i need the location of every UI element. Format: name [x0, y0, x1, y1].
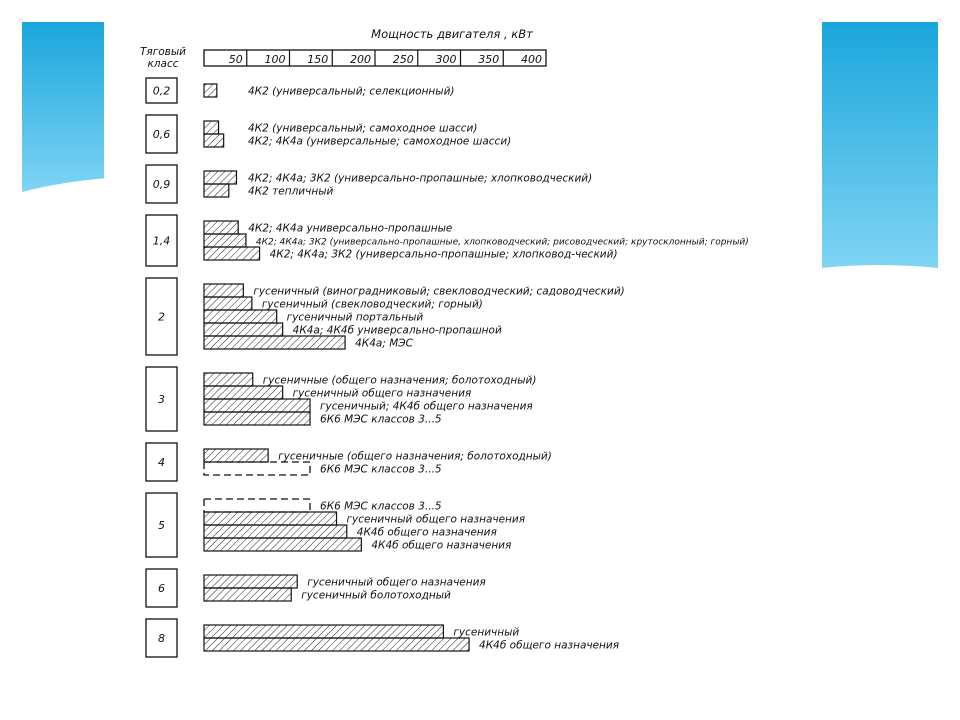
class-header-line1: Тяговый — [140, 46, 186, 58]
bar-label: гусеничные (общего назначения; болотоходный) — [262, 374, 537, 387]
power-bar — [204, 247, 260, 260]
bar-label: 4К4а; МЭС — [355, 337, 413, 350]
class-label: 1,4 — [152, 234, 171, 248]
class-label: 0,6 — [152, 128, 171, 141]
x-tick-label: 300 — [435, 53, 457, 66]
bar-label: 4К2; 4К4а; 3К2 (универсально-пропашные; хлопководческий) — [248, 172, 593, 185]
power-bar — [204, 297, 252, 310]
class-label: 6 — [158, 582, 165, 595]
power-bar — [204, 336, 345, 349]
bar-label: 4К2; 4К4а; 3К2 (универсально-пропашные; хлопковод-ческий) — [269, 248, 618, 261]
bar-label: 4К2; 4К4а (универсальные; самоходное шасси) — [248, 135, 512, 148]
power-bar — [204, 625, 443, 638]
bar-label: гусеничный — [453, 626, 520, 639]
x-tick-label: 200 — [350, 53, 371, 66]
power-bar — [204, 121, 219, 134]
traction-class-group — [146, 165, 592, 203]
bar-label: 6К6 МЭС классов 3...5 — [320, 413, 442, 426]
class-label: 3 — [158, 393, 165, 406]
bar-label: гусеничный общего назначения — [292, 387, 472, 400]
power-bar — [204, 221, 238, 234]
power-bar — [204, 449, 268, 462]
power-bar — [204, 538, 361, 551]
chart-title: Мощность двигателя , кВт — [371, 27, 533, 41]
class-label: 8 — [158, 632, 165, 645]
power-bar-dashed — [204, 499, 310, 512]
class-label: 2 — [158, 310, 165, 324]
power-bar — [204, 310, 277, 323]
power-bar — [204, 399, 310, 412]
power-bar — [204, 234, 246, 247]
bar-label: гусеничный (виноградниковый; свекловодческий; садоводческий) — [253, 285, 625, 298]
traction-class-group — [146, 78, 455, 103]
bar-label: 4К4а; 4К4б универсально-пропашной — [292, 324, 502, 337]
x-tick-label: 100 — [264, 53, 286, 66]
power-bar — [204, 284, 243, 297]
power-bar — [204, 386, 283, 399]
bar-label: 4К2 (универсальный; селекционный) — [248, 85, 455, 98]
class-label: 5 — [158, 519, 165, 532]
power-bar-dashed — [204, 462, 310, 475]
bar-label: 4К2 (универсальный; самоходное шасси) — [248, 122, 478, 135]
class-label: 4 — [158, 456, 165, 469]
traction-class-group — [146, 215, 749, 266]
traction-class-group — [146, 619, 619, 657]
traction-class-group — [146, 569, 486, 607]
x-tick-label: 150 — [307, 53, 329, 66]
power-bar — [204, 323, 283, 336]
class-header-line2: класс — [147, 58, 179, 70]
traction-class-group — [146, 367, 536, 431]
x-tick-label: 250 — [392, 53, 414, 66]
bar-label: 4К4б общего назначения — [371, 539, 512, 552]
bar-label: гусеничный; 4К4б общего назначения — [320, 400, 533, 413]
power-bar — [204, 373, 253, 386]
bar-label: гусеничный общего назначения — [346, 513, 526, 526]
power-bar — [204, 412, 310, 425]
x-tick-label: 50 — [228, 53, 243, 66]
x-tick-label: 350 — [478, 53, 500, 66]
traction-class-group — [146, 493, 525, 557]
traction-class-group — [146, 278, 625, 355]
power-bar — [204, 512, 337, 525]
bar-label: гусеничный болотоходный — [301, 589, 451, 602]
bar-label: гусеничные (общего назначения; болотоходный) — [278, 450, 552, 463]
bar-label: гусеничный (свекловодческий; горный) — [261, 298, 483, 311]
power-bar — [204, 588, 291, 601]
x-tick-label: 400 — [521, 53, 542, 66]
power-bar — [204, 84, 217, 97]
bar-label: гусеничный портальный — [286, 311, 424, 324]
bar-label: 4К2; 4К4а универсально-пропашные — [248, 222, 453, 235]
power-bar — [204, 134, 224, 147]
traction-class-group — [146, 443, 552, 481]
class-label: 0,9 — [152, 178, 171, 191]
traction-class-group — [146, 115, 511, 153]
bar-label: 6К6 МЭС классов 3...5 — [320, 500, 442, 513]
power-bar — [204, 638, 469, 651]
power-bar — [204, 184, 229, 197]
bar-label: 4К4б общего назначения — [479, 639, 620, 652]
bar-label: 6К6 МЭС классов 3...5 — [320, 463, 442, 476]
power-bar — [204, 171, 236, 184]
bar-label: 4К2 тепличный — [248, 185, 334, 198]
power-bar — [204, 525, 347, 538]
class-label: 0,2 — [152, 84, 171, 98]
power-bar — [204, 575, 297, 588]
bar-label: 4К2; 4К4а; 3К2 (универсально-пропашные, хлопководческий; рисоводческий; крутосклонный; горный) — [255, 237, 749, 248]
bar-label: гусеничный общего назначения — [307, 576, 486, 589]
bar-label: 4К4б общего назначения — [356, 526, 497, 539]
